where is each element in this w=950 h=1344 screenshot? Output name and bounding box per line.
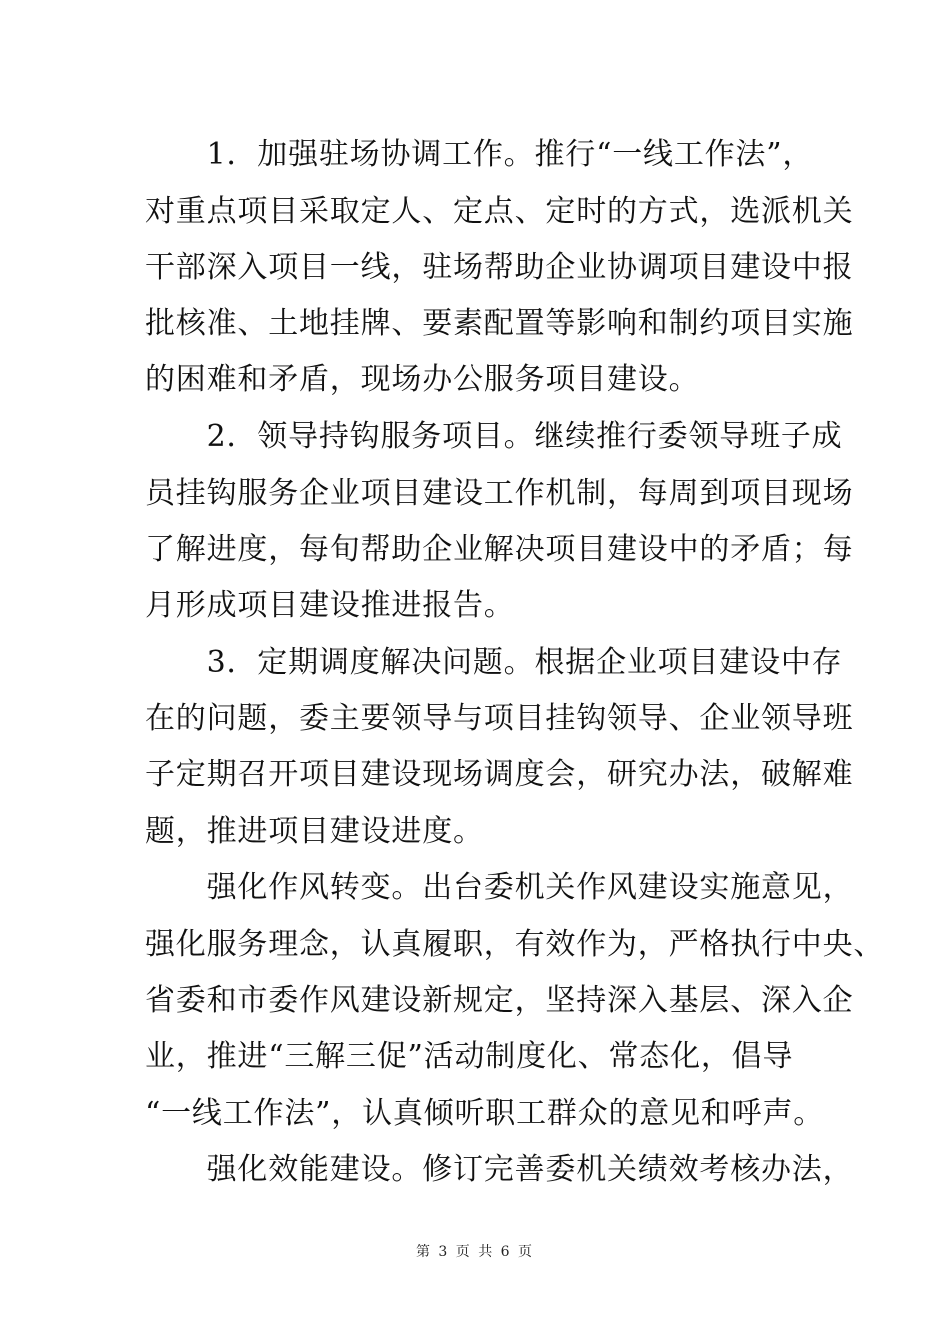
text-line: 的困难和矛盾，现场办公服务项目建设。	[145, 362, 700, 397]
text-line: 干部深入项目一线，驻场帮助企业协调项目建设中报	[145, 250, 854, 285]
text-line: 子定期召开项目建设现场调度会，研究办法，破解难	[145, 757, 854, 792]
text-line: 省委和市委作风建设新规定，坚持深入基层、深入企	[145, 983, 854, 1018]
text-line: “一线工作法”，认真倾听职工群众的意见和呼声。	[145, 1096, 825, 1131]
text-line: 月形成项目建设推进报告。	[145, 588, 515, 623]
text-line: 题，推进项目建设进度。	[145, 814, 484, 849]
page-number-footer: 第 3 页 共 6 页	[415, 1244, 535, 1260]
text-line: 员挂钩服务企业项目建设工作机制，每周到项目现场	[145, 476, 854, 511]
text-line: 了解进度，每旬帮助企业解决项目建设中的矛盾；每	[145, 532, 854, 567]
text-line: 2．领导持钩服务项目。继续推行委领导班子成	[145, 419, 843, 454]
text-line: 强化效能建设。修订完善委机关绩效考核办法，	[145, 1152, 854, 1187]
text-line: 3．定期调度解决问题。根据企业项目建设中存	[145, 645, 843, 680]
text-line: 强化服务理念，认真履职，有效作为，严格执行中央、	[145, 927, 885, 962]
text-line: 在的问题，委主要领导与项目挂钩领导、企业领导班	[145, 701, 854, 736]
text-line: 业，推进“三解三促”活动制度化、常态化，倡导	[145, 1039, 794, 1074]
text-line: 对重点项目采取定人、定点、定时的方式，选派机关	[145, 194, 854, 229]
text-line: 批核准、土地挂牌、要素配置等影响和制约项目实施	[145, 306, 854, 341]
text-line: 1．加强驻场协调工作。推行“一线工作法”，	[145, 137, 814, 172]
text-line: 强化作风转变。出台委机关作风建设实施意见，	[145, 870, 854, 905]
